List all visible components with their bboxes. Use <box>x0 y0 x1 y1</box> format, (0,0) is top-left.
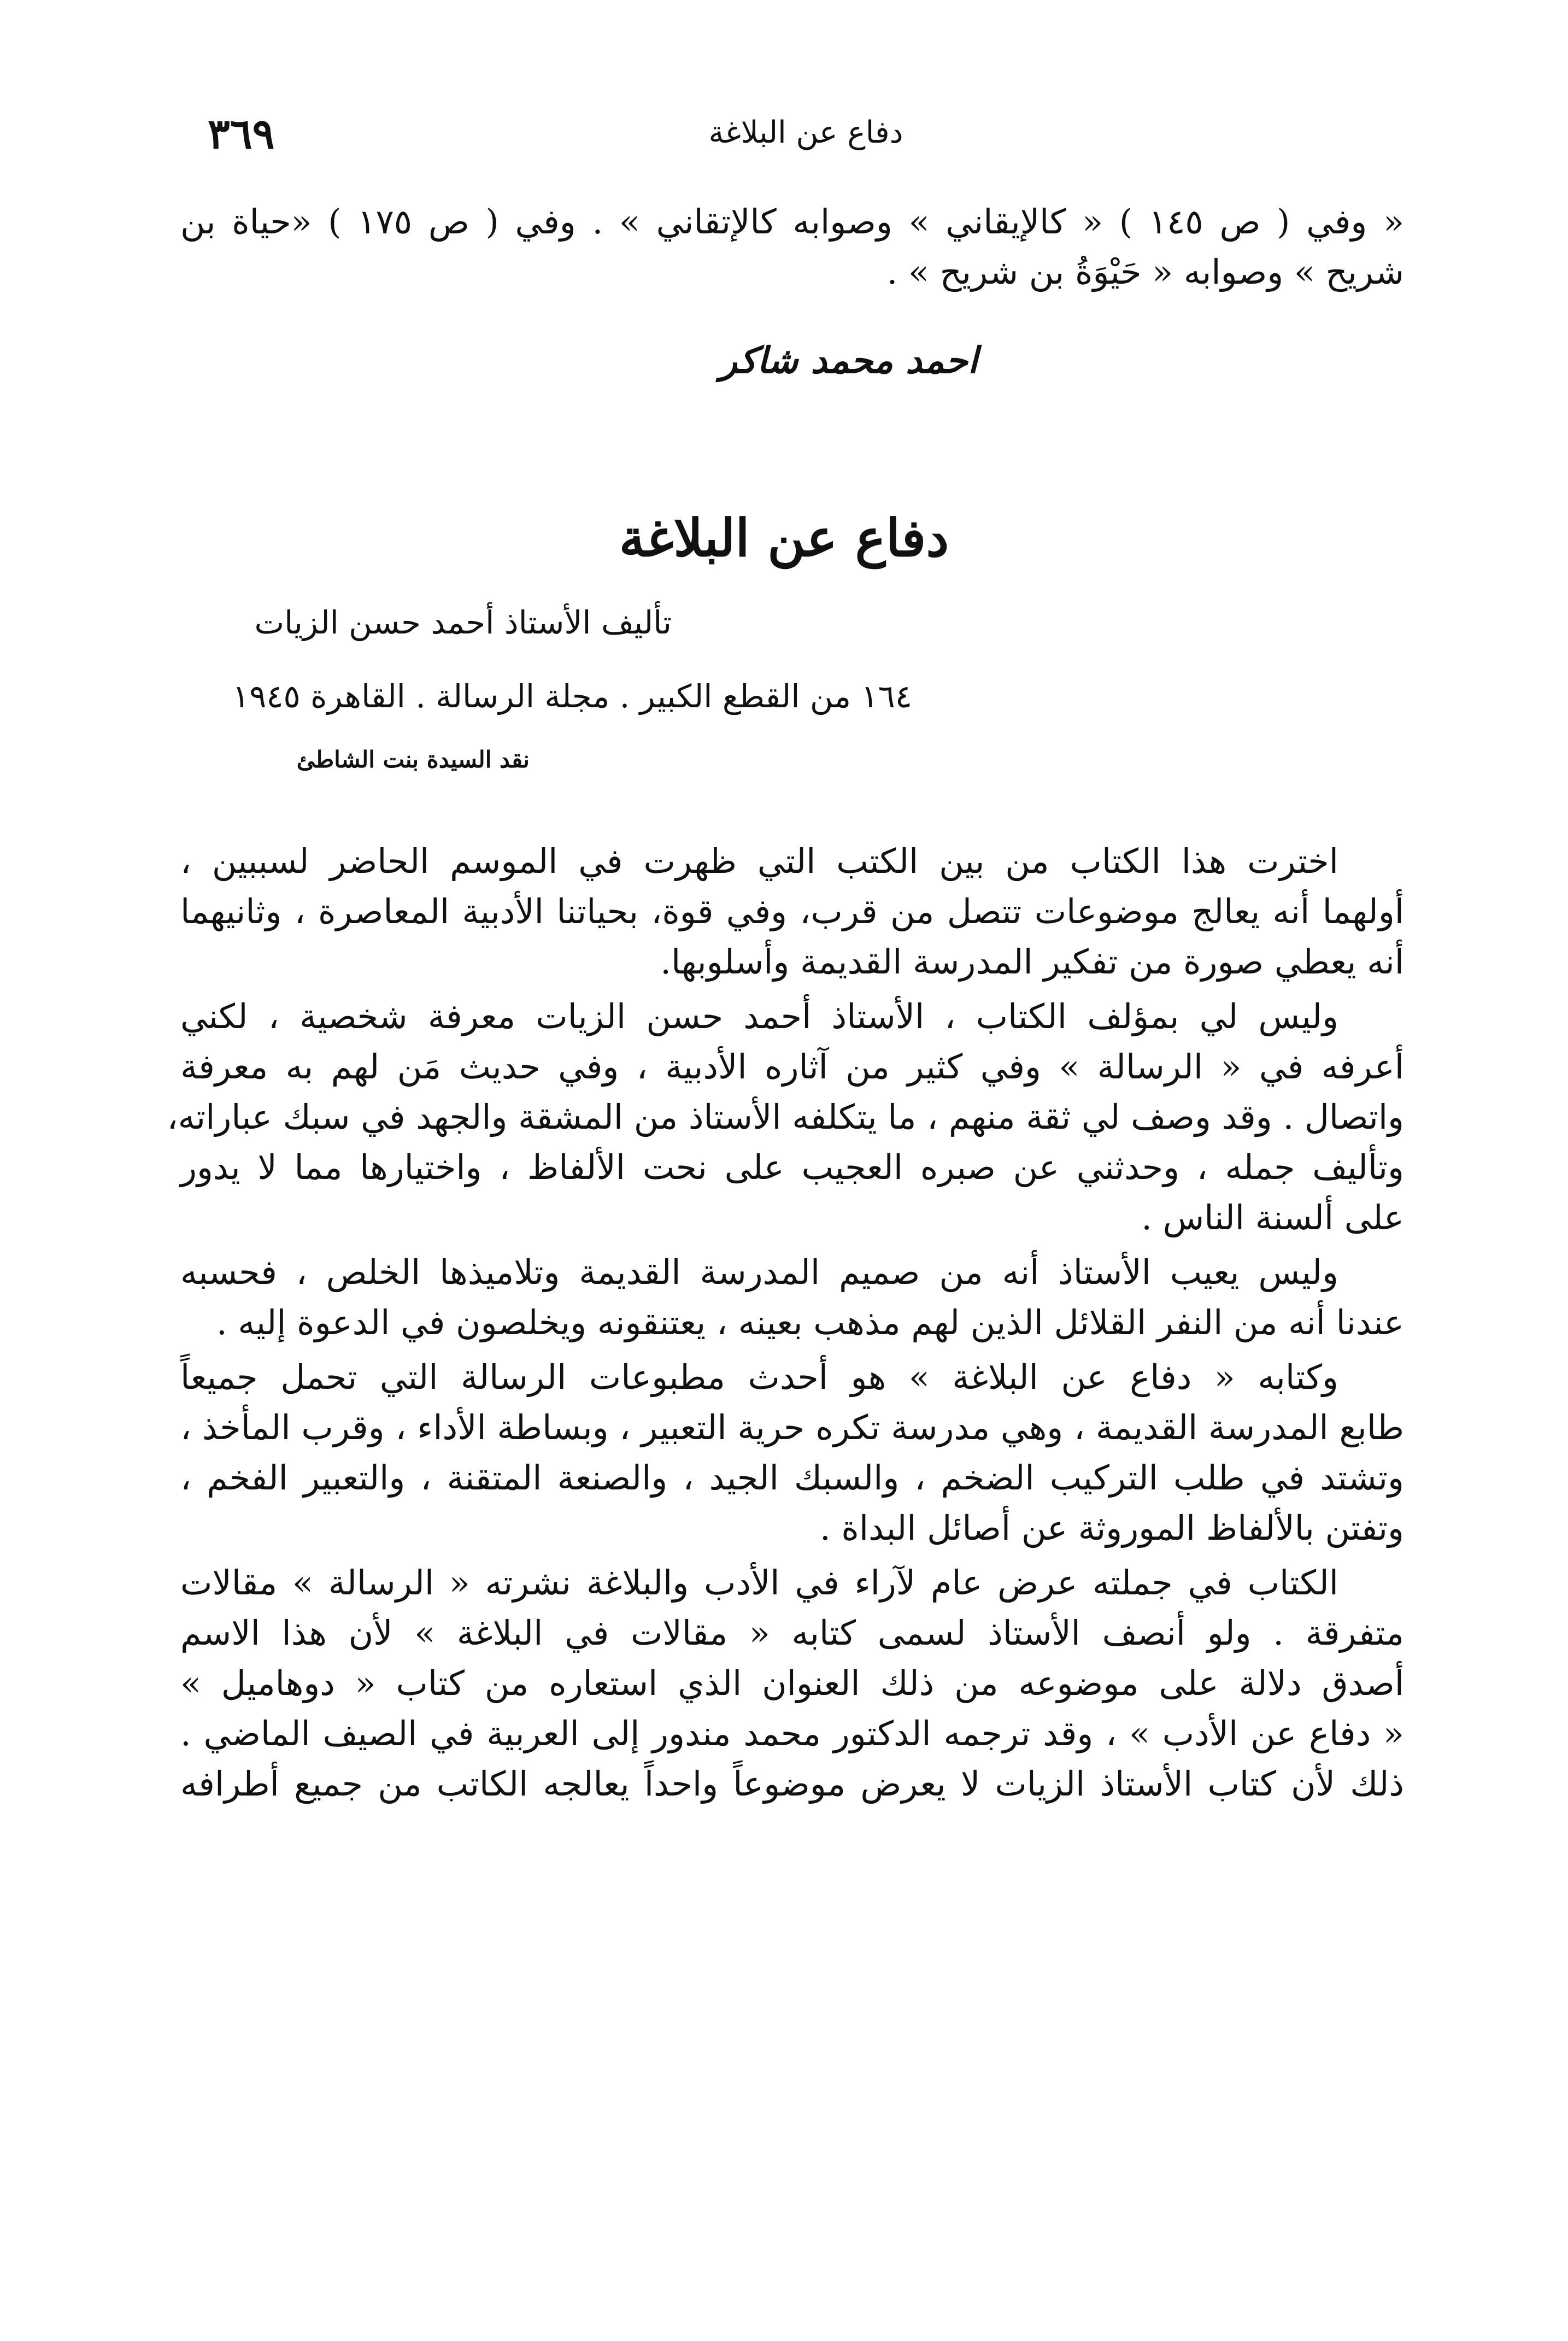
text-line: وتأليف جمله ، وحدثني عن صبره العجيب على نحت الألفاظ ، واختيارها مما لا يدور <box>180 1147 1404 1187</box>
text-line: أعرفه في « الرسالة » وفي كثير من آثاره الأدبية ، وفي حديث مَن لهم به معرفة <box>180 1047 1404 1087</box>
text-line: « وفي ( ص ١٤٥ ) « كالإيقاني » وصوابه كالإتقاني » . وفي ( ص ١٧٥ ) «حياة بن <box>180 202 1404 242</box>
text-line: واتصال . وقد وصف لي ثقة منهم ، ما يتكلفه الأستاذ من المشقة والجهد في سبك عباراته، <box>167 1097 1404 1137</box>
article-title: دفاع عن البلاغة <box>619 508 949 568</box>
running-header <box>208 109 1404 169</box>
text-line: وتشتد في طلب التركيب الضخم ، والسبك الجيد ، والصنعة المتقنة ، والتعبير الفخم ، <box>180 1458 1404 1498</box>
author-signature: احمد محمد شاكر <box>720 339 978 382</box>
text-line: اخترت هذا الكتاب من بين الكتب التي ظهرت في الموسم الحاضر لسببين ، <box>180 841 1338 881</box>
text-line: الكتاب في جملته عرض عام لآراء في الأدب والبلاغة نشرته « الرسالة » مقالات <box>180 1563 1338 1603</box>
book-details-line: ١٦٤ من القطع الكبير . مجلة الرسالة . القاهرة ١٩٤٥ <box>232 678 912 715</box>
text-line: أصدق دلالة على موضوعه من ذلك العنوان الذي استعاره من كتاب « دوهاميل » <box>180 1663 1404 1703</box>
paragraph <box>180 836 1404 987</box>
text-line: طابع المدرسة القديمة ، وهي مدرسة تكره حرية التعبير ، وبساطة الأداء ، وقرب المأخذ ، <box>180 1407 1404 1447</box>
previous-article-footnote <box>180 197 1404 297</box>
paragraph <box>167 991 1404 1243</box>
text-line: عندنا أنه من النفر القلائل الذين لهم مذهب بعينه ، يعتنقونه ويخلصون في الدعوة إليه . <box>216 1302 1404 1342</box>
paragraph <box>180 1352 1404 1553</box>
text-line: ذلك لأن كتاب الأستاذ الزيات لا يعرض موضوعاً واحداً يعالجه الكاتب من جميع أطرافه <box>180 1764 1404 1804</box>
text-line: متفرقة . ولو أنصف الأستاذ لسمى كتابه « مقالات في البلاغة » لأن هذا الاسم <box>180 1613 1404 1653</box>
page-number: ٣٦٩ <box>208 109 275 158</box>
text-line: وكتابه « دفاع عن البلاغة » هو أحدث مطبوعات الرسالة التي تحمل جميعاً <box>180 1357 1338 1397</box>
book-author-line: تأليف الأستاذ أحمد حسن الزيات <box>254 604 672 641</box>
article-body <box>167 836 1404 1814</box>
text-line: « دفاع عن الأدب » ، وقد ترجمه الدكتور محمد مندور إلى العربية في الصيف الماضي . <box>180 1714 1404 1753</box>
text-line: شريح » وصوابه « حَيْوَةُ بن شريح » . <box>886 252 1404 292</box>
running-header-title: دفاع عن البلاغة <box>708 115 903 150</box>
text-line: على ألسنة الناس . <box>1141 1198 1404 1237</box>
text-line: وتفتن بالألفاظ الموروثة عن أصائل البداة . <box>819 1508 1404 1548</box>
text-line: أنه يعطي صورة من تفكير المدرسة القديمة وأسلوبها. <box>660 942 1404 982</box>
text-line: وليس يعيب الأستاذ أنه من صميم المدرسة القديمة وتلاميذها الخلص ، فحسبه <box>180 1252 1338 1292</box>
reviewer-line: نقد السيدة بنت الشاطئ <box>296 746 530 773</box>
paragraph <box>180 1558 1404 1809</box>
text-line: وليس لي بمؤلف الكتاب ، الأستاذ أحمد حسن الزيات معرفة شخصية ، لكني <box>180 996 1338 1036</box>
text-line: أولهما أنه يعالج موضوعات تتصل من قرب، وفي قوة، بحياتنا الأدبية المعاصرة ، وثانيهما <box>180 891 1404 931</box>
paragraph <box>180 1247 1404 1348</box>
